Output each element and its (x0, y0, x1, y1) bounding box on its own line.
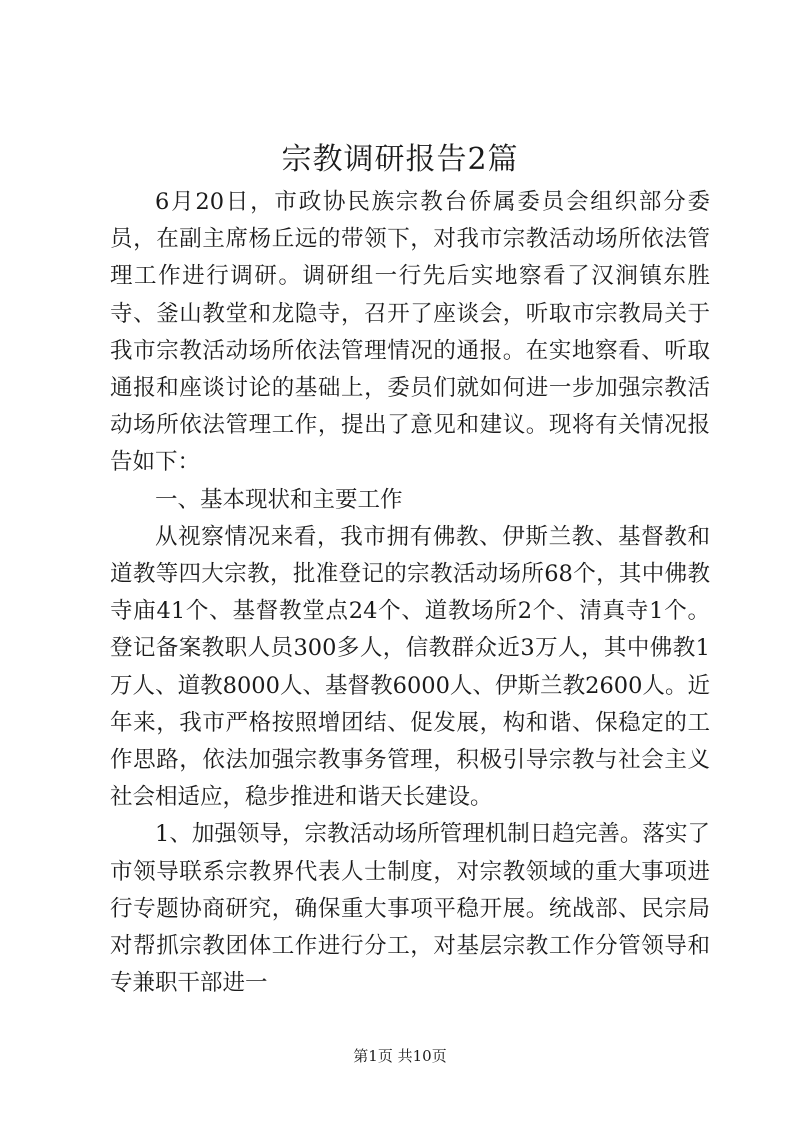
paragraph-status: 从视察情况来看，我市拥有佛教、伊斯兰教、基督教和道教等四大宗教，批准登记的宗教活动场所68个，其中佛教寺庙41个、基督教堂点24个、道教场所2个、清真寺1个。登记备案教职人员300多人，信教群众近3万人，其中佛教1万人、道教8000人、基督教6000人、伊斯兰教2600人。近年来，我市严格按照增团结、促发展，构和谐、保稳定的工作思路，依法加强宗教事务管理，积极引导宗教与社会主义社会相适应，稳步推进和谐天长建设。 (110, 523, 710, 811)
document-title: 宗教调研报告2篇 (281, 142, 519, 177)
page-number: 第1页 (353, 1047, 393, 1065)
section-heading: 一、基本现状和主要工作 (155, 486, 403, 513)
paragraph-leadership: 1、加强领导，宗教活动场所管理机制日趋完善。落实了市领导联系宗教界代表人士制度，对宗教领域的重大事项进行专题协商研究，确保重大事项平稳开展。统战部、民宗局对帮抓宗教团体工作进行分工，对基层宗教工作分管领导和专兼职干部进一 (110, 821, 710, 997)
document-body (110, 184, 710, 1002)
page-footer (0, 1046, 800, 1066)
paragraph-intro: 6月20日，市政协民族宗教台侨属委员会组织部分委员，在副主席杨丘远的带领下，对我市宗教活动场所依法管理工作进行调研。调研组一行先后实地察看了汉涧镇东胜寺、釜山教堂和龙隐寺，召开了座谈会，听取市宗教局关于我市宗教活动场所依法管理情况的通报。在实地察看、听取通报和座谈讨论的基础上，委员们就如何进一步加强宗教活动场所依法管理工作，提出了意见和建议。现将有关情况报告如下： (110, 189, 710, 476)
page-total: 共10页 (397, 1047, 447, 1065)
